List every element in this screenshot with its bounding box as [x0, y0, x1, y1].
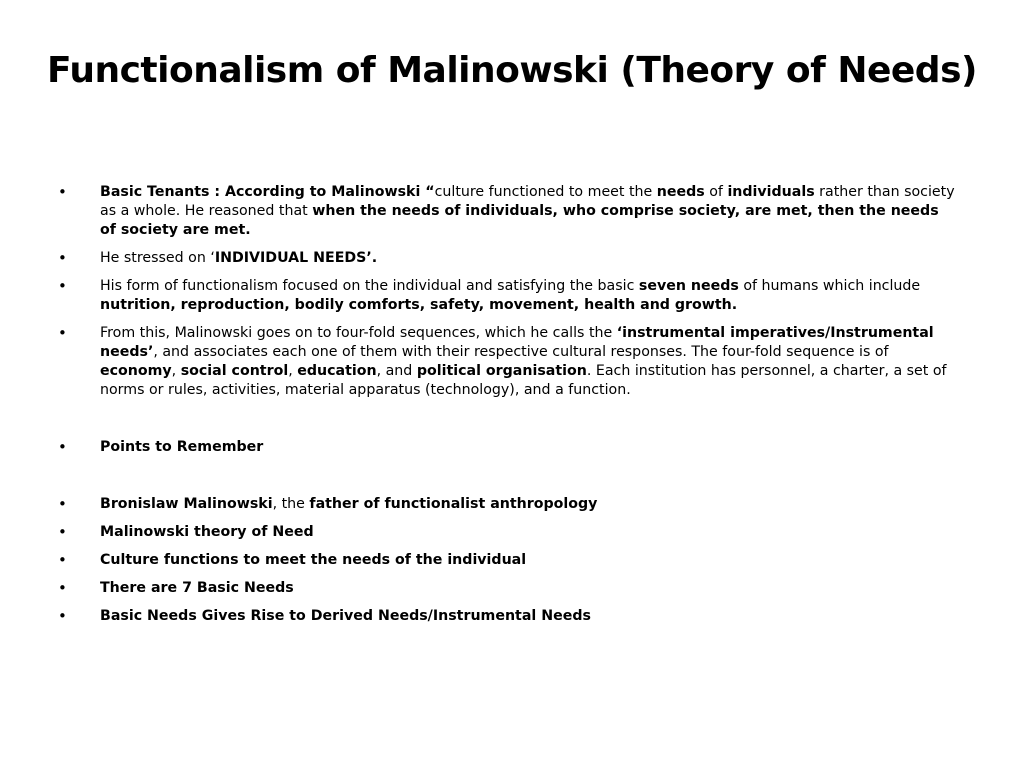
list-spacer [58, 409, 958, 438]
list-item [58, 324, 958, 400]
bullet-icon: • [58, 183, 67, 201]
bold-text-segment: when the needs of individuals, who comprise society, are met, then the needs of society are met. [100, 203, 939, 238]
bold-text-segment: father of functionalist anthropology [309, 496, 598, 512]
bullet-icon: • [58, 607, 67, 625]
bold-text-segment: There are 7 Basic Needs [100, 580, 294, 596]
bold-text-segment: political organisation [416, 363, 587, 379]
list-item-text [100, 250, 377, 266]
bullet-icon: • [58, 551, 67, 569]
bold-text-segment: Basic Tenants : According to Malinowski “ [100, 184, 435, 200]
list-item [58, 277, 958, 315]
text-segment: He stressed on ‘ [100, 250, 215, 266]
list-item-text [100, 524, 314, 540]
text-segment: of [704, 184, 728, 200]
text-segment: , the [272, 496, 310, 512]
bold-text-segment: social control [180, 363, 289, 379]
list-item-text [100, 325, 947, 398]
list-item [58, 523, 958, 542]
list-item-text [100, 439, 263, 455]
bullet-icon: • [58, 324, 67, 342]
list-item [58, 495, 958, 514]
bold-text-segment: nutrition, reproduction, bodily comforts, safety, movement, health and growth. [100, 297, 738, 313]
bullet-icon: • [58, 495, 67, 513]
bullet-list [58, 183, 958, 635]
list-item-text [100, 278, 920, 313]
bold-text-segment: needs [656, 184, 705, 200]
text-segment: His form of functionalism focused on the individual and satisfying the basic [100, 278, 639, 294]
text-segment: , [171, 363, 181, 379]
bullet-icon: • [58, 579, 67, 597]
text-segment: , and [376, 363, 417, 379]
text-segment: , [288, 363, 298, 379]
bullet-icon: • [58, 438, 67, 456]
bold-text-segment: individuals [727, 184, 815, 200]
text-segment: of humans which include [738, 278, 921, 294]
text-segment: . Each institution has personnel, a charter, a set of norms or rules, activities, material apparatus (technology), and a function. [100, 363, 947, 398]
slide-title: Functionalism of Malinowski (Theory of Needs) [47, 50, 977, 91]
bold-text-segment: ‘instrumental imperatives/Instrumental needs’ [100, 325, 934, 360]
list-item-text [100, 184, 955, 238]
bullet-icon: • [58, 249, 67, 267]
list-item [58, 438, 958, 457]
list-item [58, 249, 958, 268]
bold-text-segment: Points to Remember [100, 439, 264, 455]
bullet-icon: • [58, 277, 67, 295]
text-segment: rather than society as a whole. He reasoned that [100, 184, 955, 219]
bold-text-segment: Malinowski theory of Need [100, 524, 314, 540]
bold-text-segment: Bronislaw Malinowski [100, 496, 273, 512]
text-segment: From this, Malinowski goes on to four-fold sequences, which he calls the [100, 325, 617, 341]
bullet-icon: • [58, 523, 67, 541]
list-item-text [100, 580, 294, 596]
text-segment: culture functioned to meet the [434, 184, 657, 200]
bold-text-segment: Basic Needs Gives Rise to Derived Needs/Instrumental Needs [100, 608, 591, 624]
text-segment: , and associates each one of them with their respective cultural responses. The four-fold sequence is of [153, 344, 889, 360]
bold-text-segment: INDIVIDUAL NEEDS’. [214, 250, 378, 266]
list-item-text [100, 552, 526, 568]
list-spacer [58, 466, 958, 495]
list-item [58, 183, 958, 240]
list-item [58, 579, 958, 598]
bold-text-segment: Culture functions to meet the needs of the individual [100, 552, 527, 568]
bold-text-segment: economy [100, 363, 172, 379]
bold-text-segment: education [297, 363, 377, 379]
list-item [58, 607, 958, 626]
list-item-text [100, 608, 591, 624]
bold-text-segment: seven needs [638, 278, 739, 294]
list-item-text [100, 496, 597, 512]
list-item [58, 551, 958, 570]
